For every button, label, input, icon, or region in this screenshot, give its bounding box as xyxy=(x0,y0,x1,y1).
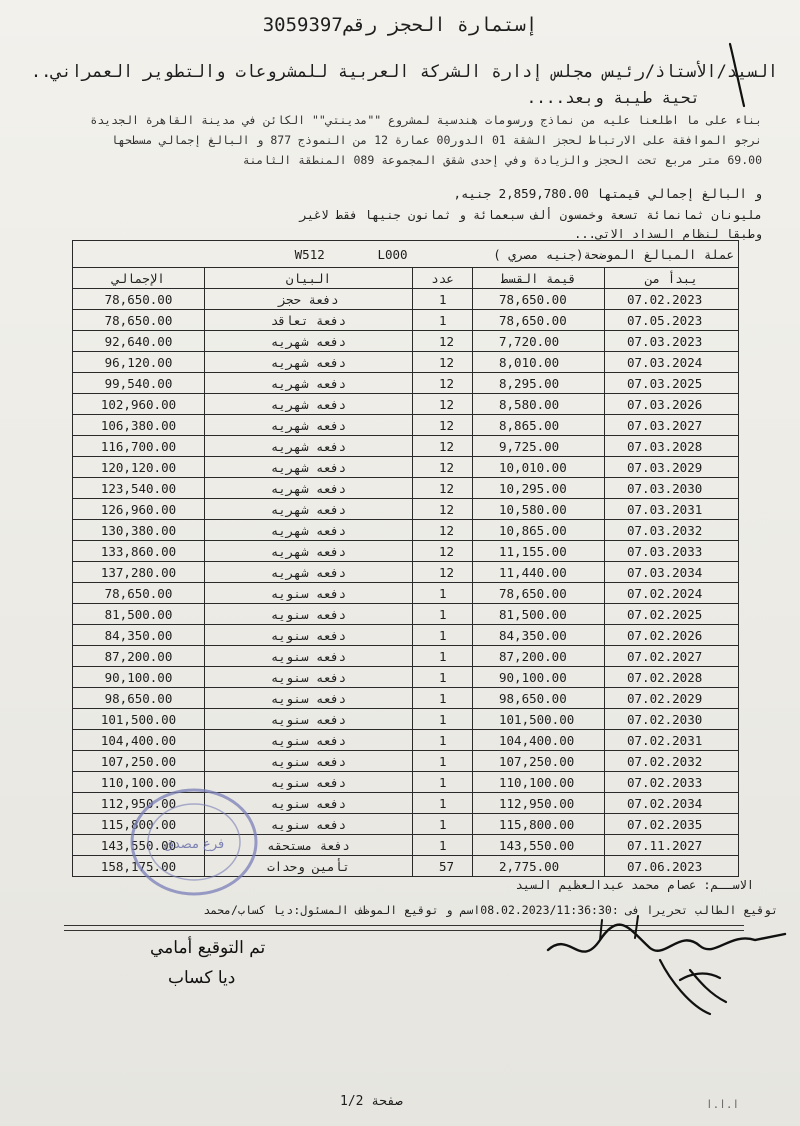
row-count: 57 xyxy=(413,856,473,877)
row-description: دفعه سنويه xyxy=(205,772,413,793)
row-installment: 11,155.00 xyxy=(473,541,605,562)
row-total: 133,860.00 xyxy=(73,541,205,562)
col-header-installment: قيمة القسط xyxy=(473,268,605,289)
row-start-date: 07.02.2031 xyxy=(605,730,739,751)
row-description: دفعه سنويه xyxy=(205,751,413,772)
row-start-date: 07.03.2030 xyxy=(605,478,739,499)
row-description: دفعه سنويه xyxy=(205,688,413,709)
row-total: 101,500.00 xyxy=(73,709,205,730)
currency-row xyxy=(73,241,739,268)
table-row xyxy=(73,562,739,583)
row-count: 12 xyxy=(413,436,473,457)
table-row xyxy=(73,457,739,478)
row-count: 1 xyxy=(413,730,473,751)
row-start-date: 07.03.2023 xyxy=(605,331,739,352)
row-installment: 107,250.00 xyxy=(473,751,605,772)
row-start-date: 07.06.2023 xyxy=(605,856,739,877)
row-count: 12 xyxy=(413,478,473,499)
table-row xyxy=(73,583,739,604)
total-amount-line: و البالغ إجمالي قيمتها 2,859,780.00 جنيه, xyxy=(453,186,762,201)
row-installment: 112,950.00 xyxy=(473,793,605,814)
row-count: 12 xyxy=(413,373,473,394)
table-row xyxy=(73,478,739,499)
row-total: 81,500.00 xyxy=(73,604,205,625)
row-total: 78,650.00 xyxy=(73,289,205,310)
row-description: دفعه شهريه xyxy=(205,331,413,352)
addressee-line: السيد/الأستاذ/رئيس مجلس إدارة الشركة العربية للمشروعات والتطوير العمراني.. xyxy=(30,62,778,82)
row-installment: 84,350.00 xyxy=(473,625,605,646)
row-start-date: 07.02.2027 xyxy=(605,646,739,667)
row-count: 12 xyxy=(413,499,473,520)
table-row xyxy=(73,604,739,625)
row-total: 123,540.00 xyxy=(73,478,205,499)
row-start-date: 07.03.2026 xyxy=(605,394,739,415)
amount-in-words: مليونان ثمانمائة تسعة وخمسون ألف سبعمائة و ثمانون جنيها فقط لاغير xyxy=(299,208,762,222)
table-row xyxy=(73,415,739,436)
row-description: دفعه شهريه xyxy=(205,520,413,541)
row-installment: 10,580.00 xyxy=(473,499,605,520)
row-total: 78,650.00 xyxy=(73,583,205,604)
row-count: 1 xyxy=(413,709,473,730)
row-count: 1 xyxy=(413,583,473,604)
col-header-description: البيان xyxy=(205,268,413,289)
row-installment: 11,440.00 xyxy=(473,562,605,583)
intro-paragraph-line-1: بناء على ما اطلعنا عليه من نماذج ورسومات هندسية لمشروع ""مدينتي"" الكائن في مدينة القاهرة الجديدة xyxy=(90,113,762,127)
row-installment: 8,580.00 xyxy=(473,394,605,415)
row-installment: 10,865.00 xyxy=(473,520,605,541)
table-row xyxy=(73,499,739,520)
row-total: 115,800.00 xyxy=(73,814,205,835)
row-start-date: 07.02.2024 xyxy=(605,583,739,604)
row-start-date: 07.02.2032 xyxy=(605,751,739,772)
row-start-date: 07.02.2034 xyxy=(605,793,739,814)
row-total: 126,960.00 xyxy=(73,499,205,520)
row-count: 12 xyxy=(413,562,473,583)
payment-plan-intro: وطبقا لنظام السداد الاتي... xyxy=(574,227,762,241)
row-installment: 78,650.00 xyxy=(473,289,605,310)
currency-label: عملة المبالغ الموضحة(جنيه مصري ) xyxy=(493,246,735,262)
table-row xyxy=(73,667,739,688)
unit-codes xyxy=(295,247,408,262)
corner-mark: ا.ا.ا xyxy=(706,1098,740,1111)
row-description: دفعه سنويه xyxy=(205,646,413,667)
row-count: 1 xyxy=(413,667,473,688)
row-count: 12 xyxy=(413,520,473,541)
col-header-start: يبدأ من xyxy=(605,268,739,289)
row-description: دفعه سنويه xyxy=(205,667,413,688)
row-description: دفعه شهريه xyxy=(205,478,413,499)
row-total: 84,350.00 xyxy=(73,625,205,646)
row-description: دفعه سنويه xyxy=(205,604,413,625)
row-count: 12 xyxy=(413,457,473,478)
row-installment: 90,100.00 xyxy=(473,667,605,688)
row-total: 158,175.00 xyxy=(73,856,205,877)
greeting-line: تحية طيبة وبعد.... xyxy=(526,88,700,107)
col-header-count: عدد xyxy=(413,268,473,289)
row-start-date: 07.03.2032 xyxy=(605,520,739,541)
row-count: 12 xyxy=(413,415,473,436)
row-total: 112,950.00 xyxy=(73,793,205,814)
row-total: 106,380.00 xyxy=(73,415,205,436)
row-installment: 115,800.00 xyxy=(473,814,605,835)
row-count: 12 xyxy=(413,352,473,373)
row-start-date: 07.03.2025 xyxy=(605,373,739,394)
row-count: 1 xyxy=(413,688,473,709)
row-start-date: 07.03.2033 xyxy=(605,541,739,562)
table-row xyxy=(73,373,739,394)
form-title: إستمارة الحجز رقم3059397 xyxy=(262,14,538,36)
row-description: دفعه سنويه xyxy=(205,814,413,835)
row-installment: 9,725.00 xyxy=(473,436,605,457)
row-count: 1 xyxy=(413,772,473,793)
row-installment: 101,500.00 xyxy=(473,709,605,730)
row-description: دفعة تعاقد xyxy=(205,310,413,331)
row-description: دفعة مستحقه xyxy=(205,835,413,856)
row-installment: 78,650.00 xyxy=(473,310,605,331)
table-row xyxy=(73,520,739,541)
intro-paragraph-line-2: نرجو الموافقة على الارتباط لحجز الشقة 01 الدور00 عمارة 12 من النموذج 877 و البالغ إجمالي مسطحها xyxy=(111,133,762,147)
row-description: دفعه شهريه xyxy=(205,457,413,478)
row-installment: 10,295.00 xyxy=(473,478,605,499)
row-description: دفعه شهريه xyxy=(205,352,413,373)
row-total: 120,120.00 xyxy=(73,457,205,478)
row-description: دفعه شهريه xyxy=(205,394,413,415)
row-total: 137,280.00 xyxy=(73,562,205,583)
row-installment: 143,550.00 xyxy=(473,835,605,856)
row-description: دفعه سنويه xyxy=(205,583,413,604)
row-count: 1 xyxy=(413,625,473,646)
row-count: 12 xyxy=(413,331,473,352)
row-total: 143,550.00 xyxy=(73,835,205,856)
stamp-text: فرع مصدق xyxy=(163,837,225,852)
row-start-date: 07.11.2027 xyxy=(605,835,739,856)
row-start-date: 07.02.2030 xyxy=(605,709,739,730)
row-total: 90,100.00 xyxy=(73,667,205,688)
row-total: 102,960.00 xyxy=(73,394,205,415)
row-installment: 8,865.00 xyxy=(473,415,605,436)
table-row xyxy=(73,751,739,772)
applicant-name-line: الاســم: عصام محمد عبدالعظيم السيد xyxy=(515,878,754,892)
row-total: 130,380.00 xyxy=(73,520,205,541)
row-count: 1 xyxy=(413,310,473,331)
row-count: 1 xyxy=(413,751,473,772)
row-count: 12 xyxy=(413,394,473,415)
row-total: 110,100.00 xyxy=(73,772,205,793)
row-start-date: 07.02.2035 xyxy=(605,814,739,835)
row-description: دفعه سنويه xyxy=(205,625,413,646)
table-row xyxy=(73,541,739,562)
row-total: 116,700.00 xyxy=(73,436,205,457)
row-installment: 7,720.00 xyxy=(473,331,605,352)
row-total: 96,120.00 xyxy=(73,352,205,373)
row-installment: 87,200.00 xyxy=(473,646,605,667)
company-stamp xyxy=(128,786,260,898)
row-start-date: 07.03.2024 xyxy=(605,352,739,373)
row-installment: 8,295.00 xyxy=(473,373,605,394)
row-installment: 2,775.00 xyxy=(473,856,605,877)
row-count: 12 xyxy=(413,541,473,562)
row-start-date: 07.02.2029 xyxy=(605,688,739,709)
row-total: 104,400.00 xyxy=(73,730,205,751)
code-l000: L000 xyxy=(377,246,408,262)
signature-scribble xyxy=(540,910,790,1020)
row-count: 1 xyxy=(413,793,473,814)
row-installment: 10,010.00 xyxy=(473,457,605,478)
row-count: 1 xyxy=(413,814,473,835)
row-installment: 110,100.00 xyxy=(473,772,605,793)
row-installment: 104,400.00 xyxy=(473,730,605,751)
row-total: 87,200.00 xyxy=(73,646,205,667)
row-description: دفعه شهريه xyxy=(205,541,413,562)
code-w512: W512 xyxy=(294,246,325,262)
row-total: 98,650.00 xyxy=(73,688,205,709)
row-total: 107,250.00 xyxy=(73,751,205,772)
row-count: 1 xyxy=(413,604,473,625)
table-row xyxy=(73,709,739,730)
row-start-date: 07.02.2023 xyxy=(605,289,739,310)
row-description: تأمين وحدات xyxy=(205,856,413,877)
row-description: دفعة حجز xyxy=(205,289,413,310)
table-row xyxy=(73,688,739,709)
row-description: دفعه شهريه xyxy=(205,562,413,583)
row-description: دفعه سنويه xyxy=(205,793,413,814)
table-row xyxy=(73,625,739,646)
row-installment: 98,650.00 xyxy=(473,688,605,709)
table-row xyxy=(73,730,739,751)
row-count: 1 xyxy=(413,646,473,667)
handwritten-note-2: ديا كساب xyxy=(168,968,236,988)
row-start-date: 07.05.2023 xyxy=(605,310,739,331)
row-start-date: 07.03.2029 xyxy=(605,457,739,478)
table-row xyxy=(73,289,739,310)
row-total: 92,640.00 xyxy=(73,331,205,352)
row-start-date: 07.02.2033 xyxy=(605,772,739,793)
table-row xyxy=(73,436,739,457)
row-start-date: 07.03.2027 xyxy=(605,415,739,436)
table-row xyxy=(73,331,739,352)
row-start-date: 07.02.2028 xyxy=(605,667,739,688)
table-row xyxy=(73,646,739,667)
row-count: 1 xyxy=(413,289,473,310)
row-description: دفعه سنويه xyxy=(205,730,413,751)
payment-schedule-table xyxy=(72,240,739,877)
row-description: دفعه شهريه xyxy=(205,499,413,520)
row-total: 78,650.00 xyxy=(73,310,205,331)
table-row xyxy=(73,352,739,373)
row-start-date: 07.03.2028 xyxy=(605,436,739,457)
row-start-date: 07.03.2034 xyxy=(605,562,739,583)
row-description: دفعه سنويه xyxy=(205,709,413,730)
col-header-total: الإجمالي xyxy=(73,268,205,289)
row-installment: 8,010.00 xyxy=(473,352,605,373)
row-start-date: 07.02.2026 xyxy=(605,625,739,646)
row-installment: 81,500.00 xyxy=(473,604,605,625)
table-row xyxy=(73,394,739,415)
table-header-row xyxy=(73,268,739,289)
row-description: دفعه شهريه xyxy=(205,415,413,436)
row-description: دفعه شهريه xyxy=(205,373,413,394)
intro-paragraph-line-3: 69.00 متر مربع تحت الحجز والزيادة وفي إحدى شقق المجموعة 089 المنطقة الثامنة xyxy=(242,153,762,167)
table-row xyxy=(73,310,739,331)
row-start-date: 07.02.2025 xyxy=(605,604,739,625)
row-start-date: 07.03.2031 xyxy=(605,499,739,520)
handwritten-note-1: تم التوقيع أمامي xyxy=(150,938,266,958)
page-number: صفحة 1/2 xyxy=(340,1094,403,1109)
row-count: 1 xyxy=(413,835,473,856)
row-total: 99,540.00 xyxy=(73,373,205,394)
row-installment: 78,650.00 xyxy=(473,583,605,604)
row-description: دفعه شهريه xyxy=(205,436,413,457)
signature-date-line: توقيع الطالب تحريرا فى :08.02.2023/11:36:30اسم و توقيع الموظف المسئول:ديا كساب/محمد xyxy=(203,903,778,917)
